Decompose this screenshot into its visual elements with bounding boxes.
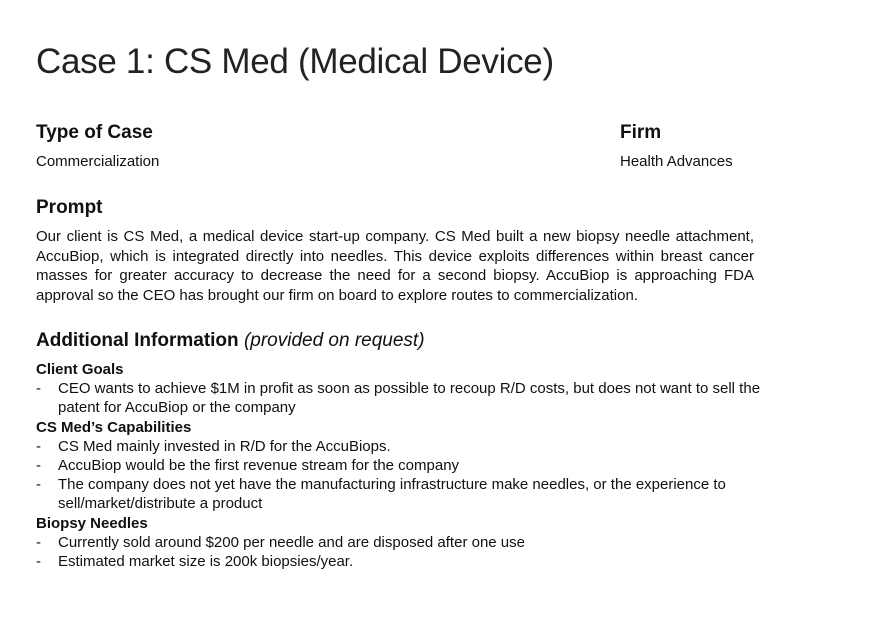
section-title-biopsy-needles: Biopsy Needles (36, 514, 148, 532)
bullet-text: CS Med mainly invested in R/D for the AccuBiops. (58, 437, 391, 455)
bullet-text: Estimated market size is 200k biopsies/year. (58, 553, 354, 571)
list-item (36, 533, 766, 552)
bullet-text: CEO wants to achieve $1M in profit as soon as possible to recoup R/D costs, but does not want to sell the patent for AccuBiop or the company (58, 380, 761, 417)
bullet-dash: - (36, 476, 41, 494)
list-item (36, 379, 766, 417)
list-item (36, 456, 766, 475)
bullet-dash: - (36, 380, 41, 398)
additional-info-heading (36, 330, 425, 352)
section-title-capabilities: CS Med’s Capabilities (36, 418, 192, 436)
bullet-dash: - (36, 437, 41, 455)
additional-info-label: Additional Information (36, 330, 239, 351)
section-title-client-goals: Client Goals (36, 361, 124, 378)
type-of-case-heading: Type of Case (36, 122, 153, 143)
firm-value: Health Advances (620, 153, 733, 170)
prompt-text: Our client is CS Med, a medical device start-up company. CS Med built a new biopsy needle attachment, AccuBiop, which is integrated directly into needles. This device exploits differences within breast cancer masses for greater accuracy to decrease the need for a second biopsy. AccuBiop is approaching FDA approval so the CEO has brought our firm on board to explore routes to commercialization. (36, 228, 754, 304)
prompt-heading: Prompt (36, 197, 103, 218)
bullet-dash: - (36, 553, 41, 571)
bullet-text: AccuBiop would be the first revenue stream for the company (58, 457, 460, 475)
bullet-dash: - (36, 533, 41, 551)
list-item (36, 552, 766, 571)
list-item (36, 437, 766, 456)
type-of-case-value: Commercialization (36, 153, 160, 170)
page-title: Case 1: CS Med (Medical Device) (36, 42, 554, 81)
bullet-text: Currently sold around $200 per needle and are disposed after one use (58, 533, 525, 551)
bullet-dash: - (36, 457, 41, 475)
additional-info-body (36, 360, 766, 571)
list-item (36, 475, 766, 513)
firm-heading: Firm (620, 122, 662, 143)
additional-info-note: (provided on request) (243, 330, 425, 351)
bullet-text: The company does not yet have the manufacturing infrastructure make needles, or the experience to sell/market/distribute a product (58, 476, 726, 513)
